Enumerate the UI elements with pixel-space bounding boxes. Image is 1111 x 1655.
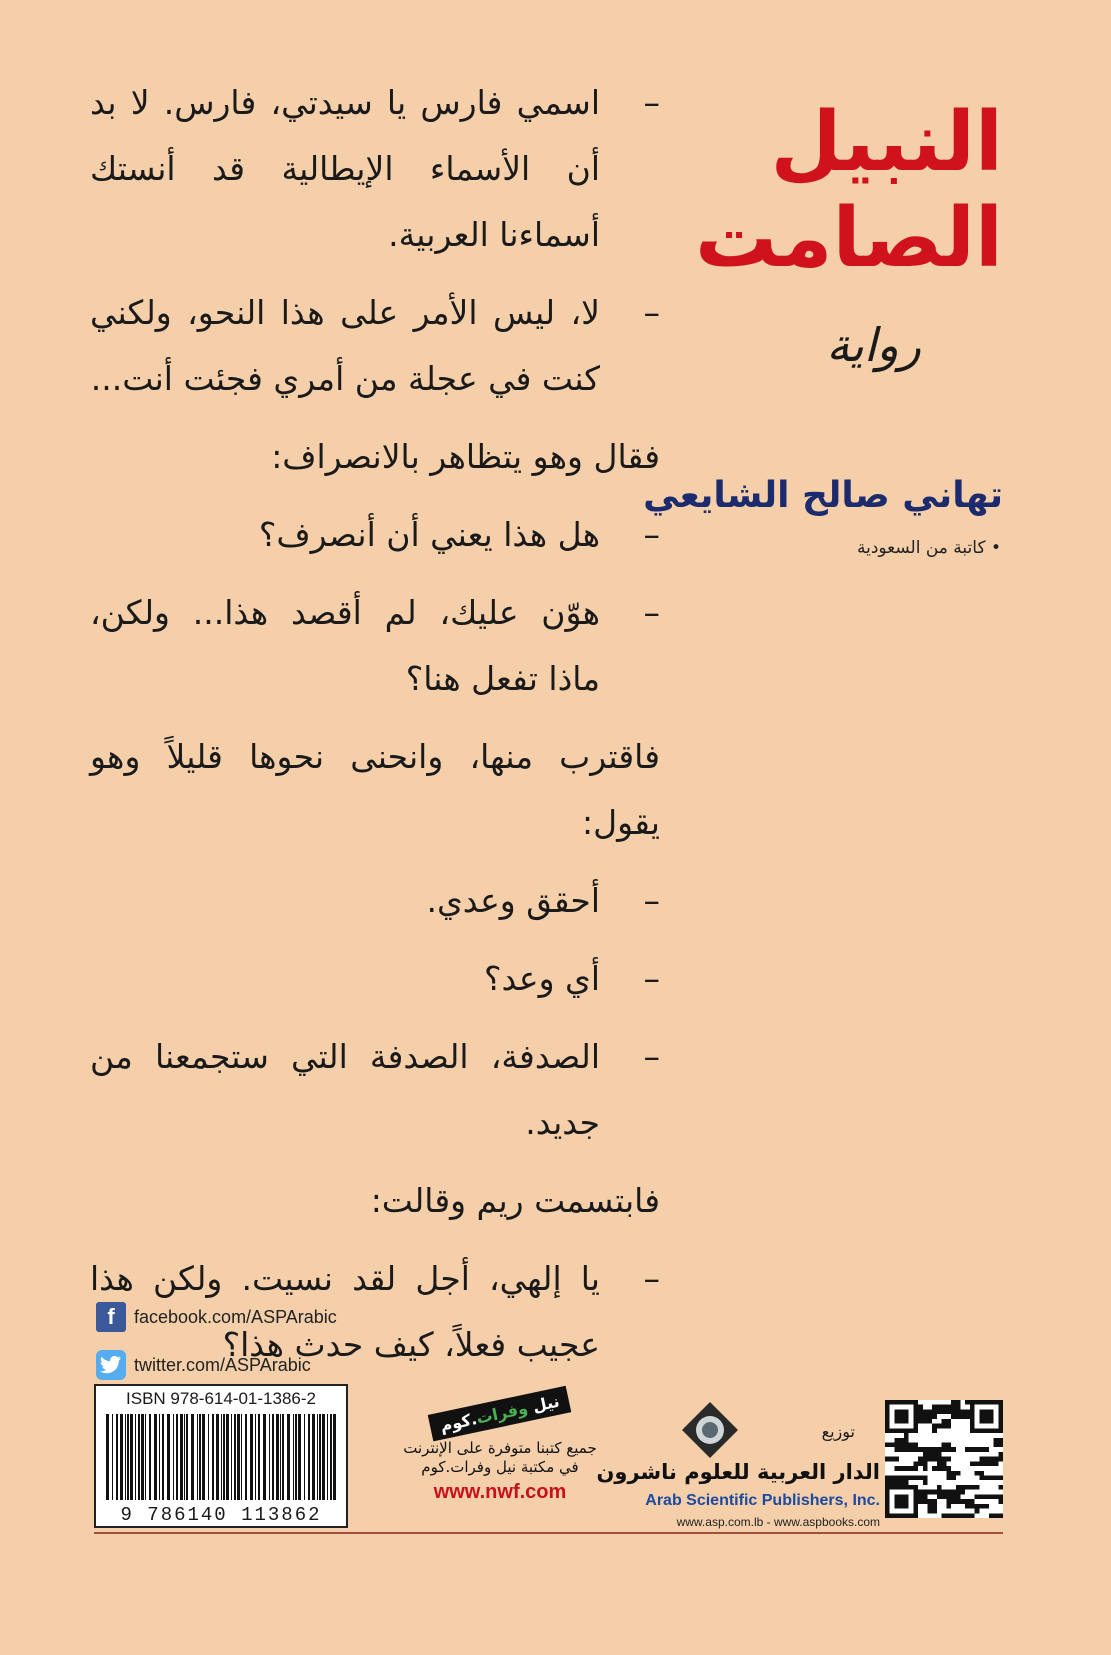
author-name: تهاني صالح الشايعي — [643, 475, 1003, 516]
dialogue-line: – لا، ليس الأمر على هذا النحو، ولكني كنت في عجلة من أمري فجئت أنت... — [90, 280, 660, 412]
dialogue-line: – أحقق وعدي. — [90, 868, 660, 934]
title-line-1: النبيل — [770, 95, 1003, 190]
isbn-barcode — [94, 1384, 348, 1528]
facebook-url: facebook.com/ASPArabic — [134, 1306, 337, 1327]
dialogue-line: – هل هذا يعني أن أنصرف؟ — [90, 502, 660, 568]
book-title — [694, 95, 1003, 287]
facebook-link[interactable] — [96, 1302, 337, 1332]
publisher-name-ar: الدار العربية للعلوم ناشرون — [596, 1460, 880, 1484]
distribution-label: توزيع — [821, 1422, 855, 1441]
title-line-2: الصامت — [694, 191, 1003, 286]
novel-excerpt — [90, 70, 660, 1390]
isbn-number: ISBN 978-614-01-1386-2 — [126, 1389, 316, 1408]
nwf-url[interactable]: www.nwf.com — [433, 1481, 567, 1503]
bullet-icon: • — [990, 538, 1001, 558]
dialogue-line: – الصدفة، الصدفة التي ستجمعنا من جديد. — [90, 1024, 660, 1156]
narration-line: فاقترب منها، وانحنى نحوها قليلاً وهو يقول: — [90, 737, 660, 842]
publisher-name-en: Arab Scientific Publishers, Inc. — [645, 1492, 880, 1509]
genre-label: رواية — [826, 318, 921, 372]
twitter-icon — [96, 1350, 126, 1380]
facebook-icon: f — [96, 1302, 126, 1332]
author-bio-text: كاتبة من السعودية — [856, 538, 986, 558]
nwf-logo-text-3: .كوم — [438, 1409, 479, 1436]
dialogue-line: – يا إلهي، أجل لقد نسيت. ولكن هذا عجيب فعلاً، كيف حدث هذا؟ — [90, 1246, 660, 1378]
barcode-digits: 9 786140 113862 — [120, 1504, 322, 1526]
twitter-link[interactable] — [96, 1350, 311, 1380]
narration-line: فقال وهو يتظاهر بالانصراف: — [271, 437, 660, 476]
barcode-icon — [106, 1414, 336, 1500]
dialogue-line: – هوّن عليك، لم أقصد هذا... ولكن، ماذا تفعل هنا؟ — [90, 580, 660, 712]
nwf-promo — [365, 1391, 635, 1504]
dialogue-line: – أي وعد؟ — [90, 946, 660, 1012]
nwf-line-1: جميع كتبنا متوفرة على الإنترنت — [403, 1439, 597, 1457]
nwf-line-2: في مكتبة نيل وفرات.كوم — [421, 1458, 579, 1476]
nwf-logo — [428, 1386, 572, 1442]
bottom-divider — [94, 1532, 1003, 1534]
nwf-logo-text-2: وفرات — [474, 1398, 530, 1428]
qr-code-icon — [885, 1400, 1003, 1518]
dialogue-line: – اسمي فارس يا سيدتي، فارس. لا بد أن الأسماء الإيطالية قد أنستك أسماءنا العربية. — [90, 70, 660, 268]
publisher-websites[interactable]: www.asp.com.lb - www.aspbooks.com — [676, 1515, 880, 1529]
publisher-logo-icon — [680, 1400, 740, 1460]
twitter-url: twitter.com/ASPArabic — [134, 1354, 311, 1375]
nwf-logo-text-1: نيل — [531, 1391, 562, 1416]
narration-line: فابتسمت ريم وقالت: — [370, 1181, 660, 1220]
author-bio — [857, 538, 1001, 558]
